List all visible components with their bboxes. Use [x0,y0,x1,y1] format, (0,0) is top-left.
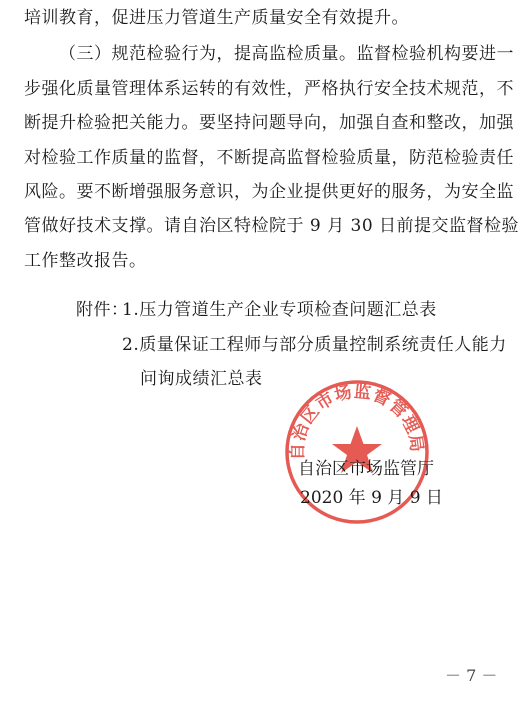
signature-date: 2020 年 9 月 9 日 [300,488,443,508]
attachment-item-2-cont: 问询成绩汇总表 [140,369,263,389]
body-line-2: （三）规范检验行为，提高监检质量。监督检验机构要进一 [59,44,514,64]
body-line-5: 对检验工作质量的监督，不断提高监督检验质量，防范检验责任 [24,148,514,168]
seal-text: 自治区市场监督管理局 [287,381,427,461]
page-number: － 7 － [445,666,498,685]
attachments-label: 附件： [76,300,129,320]
attachment-item-1: 1.压力管道生产企业专项检查问题汇总表 [122,300,437,320]
body-line-3: 步强化质量管理体系运转的有效性，严格执行安全技术规范，不 [24,79,514,99]
attachment-item-2: 2.质量保证工程师与部分质量控制系统责任人能力 [122,335,507,355]
signature-org: 自治区市场监管厅 [298,459,434,479]
body-line-7: 管做好技术支撑。请自治区特检院于 9 月 30 日前提交监督检验 [24,216,520,236]
body-line-8: 工作整改报告。 [24,251,147,271]
body-line-6: 风险。要不断增强服务意识，为企业提供更好的服务，为安全监 [24,182,514,202]
body-line-1: 培训教育，促进压力管道生产质量安全有效提升。 [24,8,409,28]
body-line-4: 断提升检验把关能力。要坚持问题导向，加强自查和整改，加强 [24,113,514,133]
